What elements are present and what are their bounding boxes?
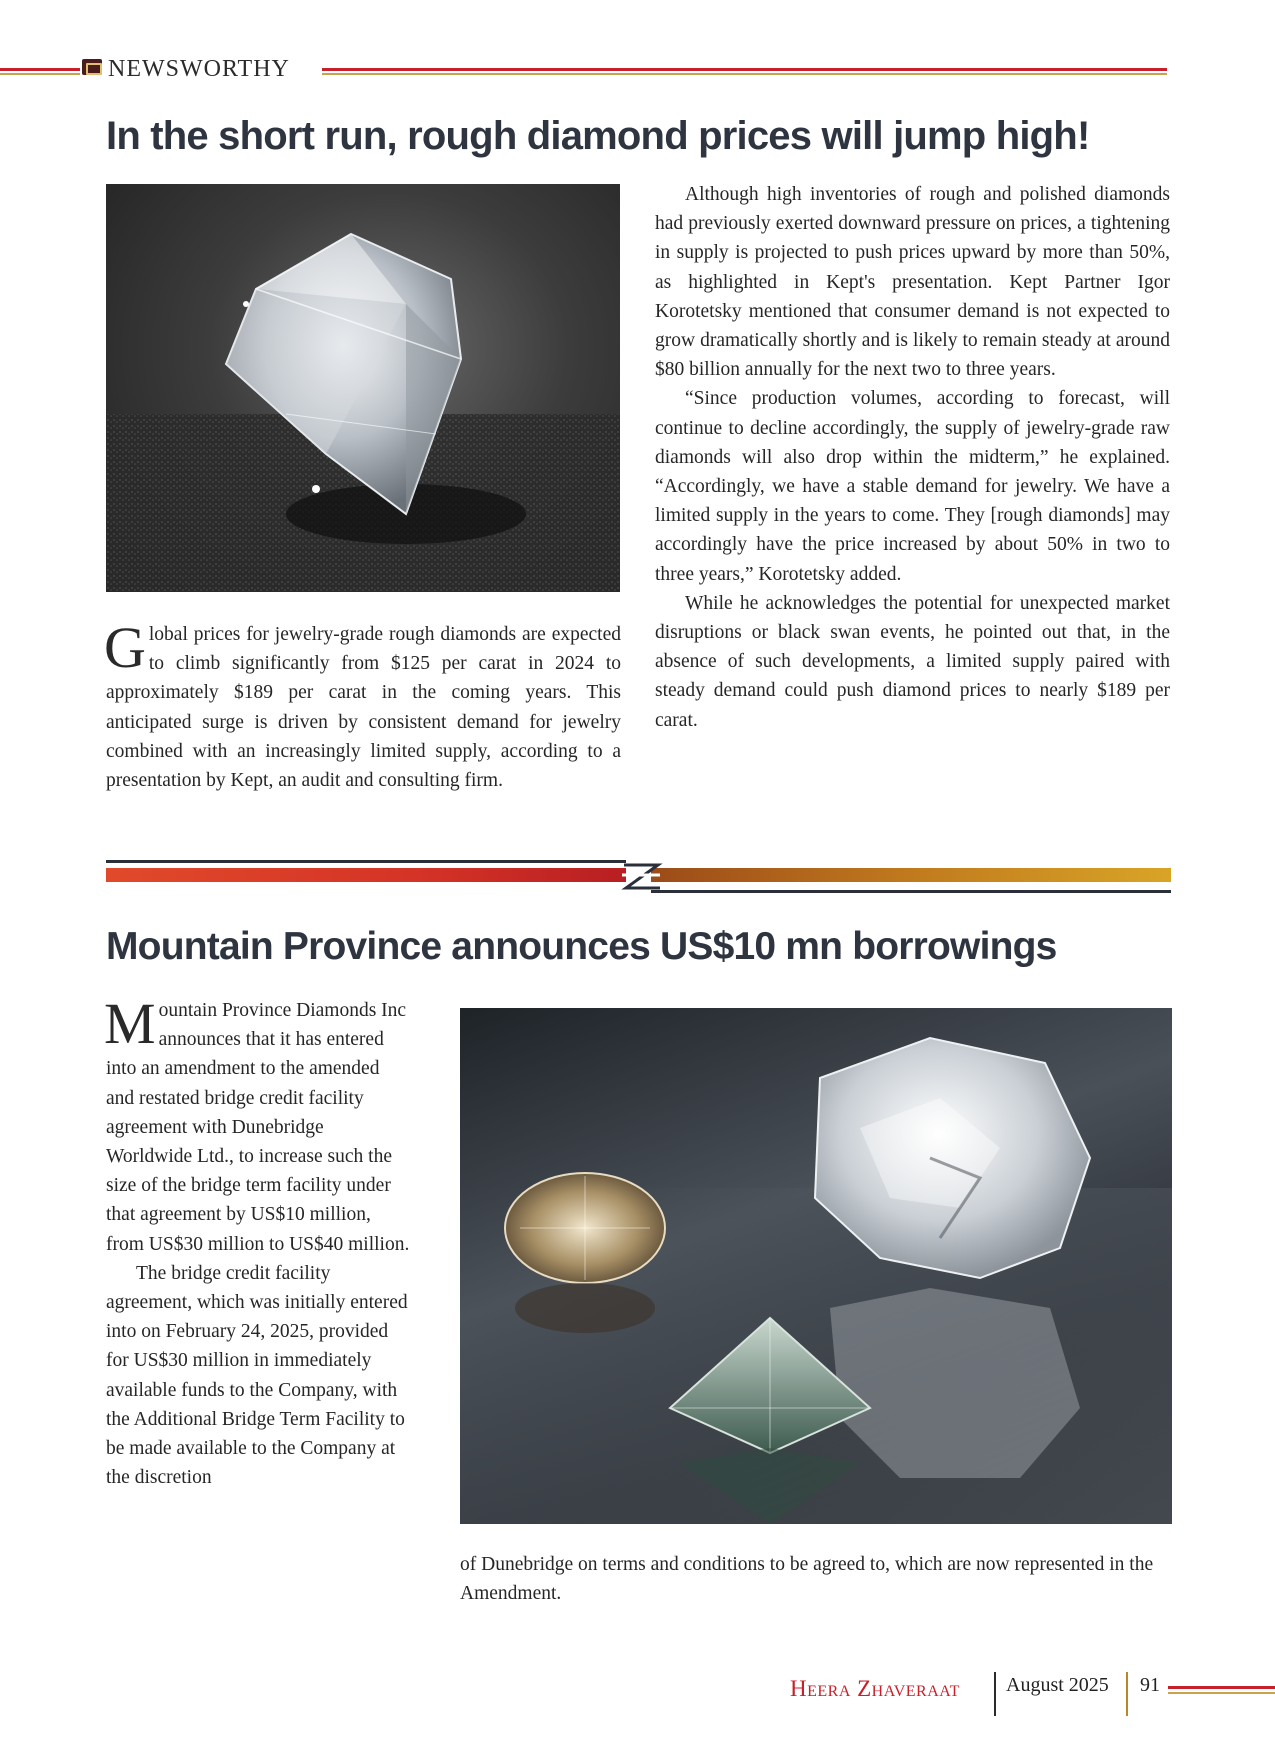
page-number: 91 (1140, 1674, 1160, 1696)
divider-gold-band (651, 868, 1171, 882)
article1-intro-text: lobal prices for jewelry-grade rough diamonds are expected to climb significantly from $125 per carat in 2024 to approximately $189 per carat in the coming years. This anticipated surge is driven by consistent demand for jewelry combined with an increasingly limited supply, according to a presentation by Kept, an audit and consulting firm. (106, 624, 621, 792)
article2-headline: Mountain Province announces US$10 mn borrowings (106, 925, 1057, 968)
footer-rule-gold (1168, 1692, 1275, 1694)
rough-diamond-illustration (106, 184, 620, 592)
footer-rule-red (1168, 1686, 1275, 1689)
article2-continuation-text: of Dunebridge on terms and conditions to be agreed to, which are now represented in the Amendment. (460, 1554, 1154, 1605)
article2-paragraph: The bridge credit facility agreement, which was initially entered into on February 24, 2025, provided for US$30 million in immediately available funds to the Company, with the Additional Bridge Term Facility to be made available to the Company at the discretion (106, 1262, 408, 1489)
article2-continuation (460, 1550, 1172, 1608)
magazine-logo-icon (82, 59, 102, 75)
section-label: NEWSWORTHY (108, 56, 290, 82)
rough-diamond-photo (106, 184, 620, 592)
article1-left-column (104, 615, 621, 795)
header-rule-left-red (0, 68, 80, 71)
divider-z-mark-icon (616, 860, 666, 893)
article1-paragraph: While he acknowledges the potential for unexpected market disruptions or black swan events, he pointed out that, in the absence of such developments, a limited supply paired with steady demand could push diamond prices to nearly $189 per carat. (655, 592, 1170, 731)
header-rule-right-red (322, 68, 1167, 71)
divider-red-band (106, 868, 626, 882)
dropcap: G (104, 615, 146, 680)
header-rule-right-gold (322, 73, 1167, 75)
footer-separator (994, 1672, 996, 1716)
divider-top-rule (106, 860, 626, 863)
article1-right-column (655, 180, 1170, 735)
article2-intro-text: ountain Province Diamonds Inc announces that it has entered into an amendment to the amended and restated bridge credit facility agreement with Dunebridge Worldwide Ltd., to increase such the size of the bridge term facility under that agreement by US$10 million, from US$30 million to US$40 million. (106, 1000, 410, 1255)
article1-paragraph: Although high inventories of rough and polished diamonds had previously exerted downward pressure on prices, a tightening in supply is projected to push prices upward by more than 50%, as highlighted in Kept's presentation. Kept Partner Igor Korotetsky mentioned that consumer demand is not expected to grow dramatically shortly and is likely to remain steady at around $80 billion annually for the next two to three years. (655, 184, 1170, 381)
diamonds-group-photo (460, 1008, 1172, 1524)
dropcap: M (104, 991, 156, 1056)
page-footer (0, 1668, 1275, 1718)
diamonds-illustration (460, 1008, 1172, 1524)
divider-bottom-rule (651, 890, 1171, 893)
footer-separator-gold (1126, 1672, 1128, 1716)
article1-paragraph: “Since production volumes, according to forecast, will continue to decline accordingly, the supply of jewelry-grade raw diamonds will also drop within the midterm,” he explained. “Accordingly, we have a stable demand for jewelry. We have a limited supply in the years to come. They [rough diamonds] may accordingly have the price increased by about 50% in two to three years,” Korotetsky added. (655, 388, 1170, 585)
issue-date: August 2025 (1006, 1674, 1109, 1696)
article1-intro-paragraph (104, 615, 621, 795)
article2-intro-paragraph (104, 991, 411, 1259)
header-rule-left-gold (0, 73, 80, 75)
section-divider (106, 860, 1171, 896)
article2-left-column (104, 991, 411, 1492)
publication-name: Heera Zhaveraat (790, 1676, 960, 1701)
section-header (0, 56, 1275, 86)
article1-headline: In the short run, rough diamond prices will jump high! (106, 114, 1090, 158)
